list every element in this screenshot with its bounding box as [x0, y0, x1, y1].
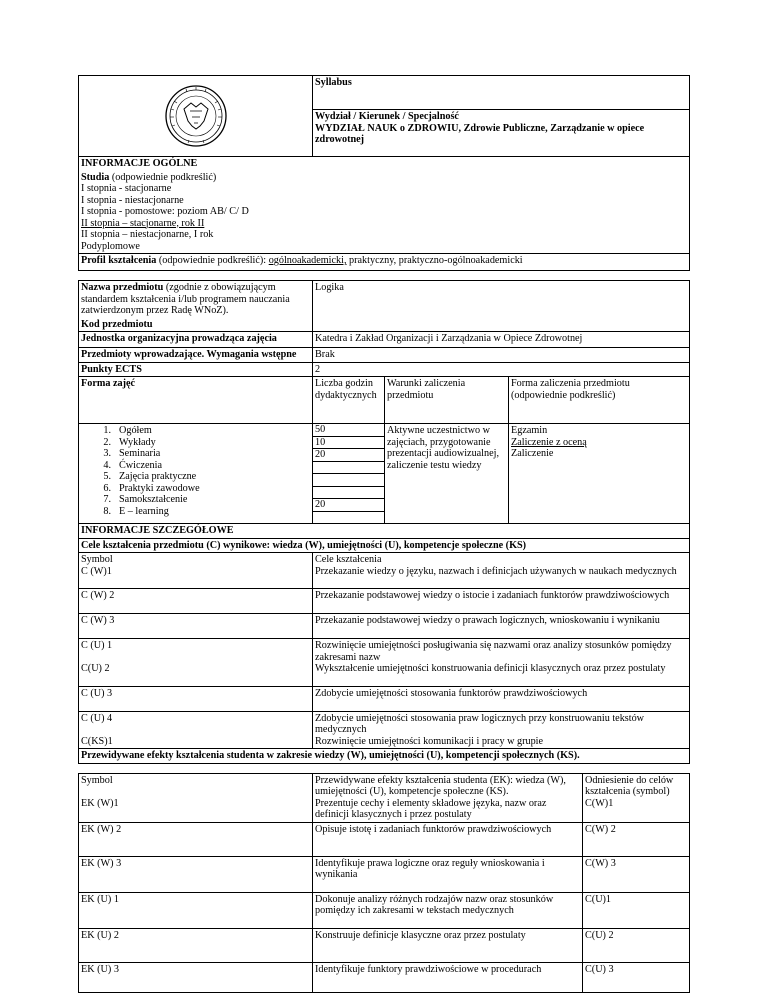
forms-list [81, 425, 310, 517]
effects-table [78, 773, 690, 993]
assessment-header: Forma zaliczenia przedmiotu (odpowiednie podkreślić) [509, 377, 690, 424]
effect-symbol: EK (U) 3 [79, 962, 313, 992]
goal-symbol: C (U) 1 [81, 640, 113, 651]
ects-value: 2 [313, 362, 690, 377]
goal-symbol-pair-cell [79, 639, 313, 687]
assessment-option-pass: Zaliczenie [511, 448, 554, 459]
studia-cell [79, 171, 690, 254]
effect-symbol: EK (W) 2 [79, 822, 313, 856]
subject-name-note: (zgodnie z obowiązującym standardem kształcenia i/lub programem nauczania zatwierdzonym przez Radę WNoZ). [81, 282, 290, 316]
faculty-value: WYDZIAŁ NAUK o ZDROWIU, Zdrowie Publiczne, Zarządzanie w opiece zdrowotnej [315, 122, 645, 146]
document-title: Syllabus [313, 76, 690, 110]
studia-option-6: Podyplomowe [81, 240, 140, 252]
goal-text: Zdobycie umiejętności stosowania funktorów prawdziwościowych [313, 686, 690, 711]
studia-option-4: II stopnia – stacjonarne, rok II [81, 217, 205, 229]
form-item: 6. Praktyki zawodowe [103, 482, 200, 494]
goals-col-symbol-cell [79, 553, 313, 589]
prereq-value: Brak [313, 348, 690, 363]
faculty-cell [313, 110, 690, 157]
conditions-header: Warunki zaliczenia przedmiotu [385, 377, 509, 424]
hours-exercises [313, 462, 384, 475]
effect-text: Konstruuje definicje klasyczne oraz przez postulaty [313, 928, 583, 962]
goal-symbol-pair-cell [79, 711, 313, 749]
syllabus-document [78, 75, 690, 993]
effects-ref-cell [583, 773, 690, 822]
form-item: 2. Wykłady [103, 436, 156, 448]
goal-text-pair-cell [313, 711, 690, 749]
goal-text: Zdobycie umiejętności stosowania praw logicznych przy konstruowaniu tekstów medycznych [315, 712, 645, 735]
unit-label: Jednostka organizacyjna prowadząca zajęcia [79, 332, 313, 348]
hours-column [313, 424, 385, 524]
goal-text: Przekazanie podstawowej wiedzy o prawach logicznych, wnioskowaniu i wynikaniu [313, 614, 690, 639]
hours-total: 50 [313, 424, 384, 437]
effect-text: Opisuje istotę i zadaniach funktorów prawdziwościowych [313, 822, 583, 856]
effect-symbol: EK (W)1 [81, 797, 119, 809]
effect-text: Identyfikuje funktory prawdziwościowe w procedurach [313, 962, 583, 992]
hours-practical [313, 474, 384, 487]
goal-text: Przekazanie podstawowej wiedzy o istocie i zadaniach funktorów prawdziwościowych [313, 589, 690, 614]
goal-text: Wykształcenie umiejętności konstruowania definicji klasycznych oraz przez postulaty [315, 663, 666, 674]
hours-internship [313, 487, 384, 500]
studia-option-2: I stopnia - niestacjonarne [81, 194, 184, 206]
effects-text-cell [313, 773, 583, 822]
effects-heading: Przewidywane efekty kształcenia studenta w zakresie wiedzy (W), umiejętności (U), kompetencji społecznych (KS). [79, 749, 690, 764]
effects-symbol-cell [79, 773, 313, 822]
form-item: 1. Ogółem [103, 425, 152, 436]
prereq-label: Przedmioty wprowadzające. Wymagania wstępne [79, 348, 313, 363]
studia-label: Studia [81, 171, 110, 183]
unit-value: Katedra i Zakład Organizacji i Zarządzania w Opiece Zdrowotnej [313, 332, 690, 348]
goal-symbol: C (W) 2 [79, 589, 313, 614]
goal-text: Przekazanie wiedzy o języku, nazwach i definicjach używanych w naukach medycznych [315, 565, 677, 577]
studia-note: (odpowiednie podkreślić) [109, 171, 217, 183]
effect-text: Identyfikuje prawa logiczne oraz reguły wnioskowania i wynikania [313, 856, 583, 892]
assessment-option-graded: Zaliczenie z oceną [511, 436, 587, 448]
goal-symbol: C(KS)1 [81, 735, 113, 747]
profil-label: Profil kształcenia [81, 255, 157, 266]
goals-col-goal: Cele kształcenia [315, 554, 382, 565]
detailed-heading: INFORMACJE SZCZEGÓŁOWE [79, 524, 690, 539]
profil-cell [79, 254, 690, 271]
goal-text: Rozwinięcie umiejętności komunikacji i pracy w grupie [315, 735, 544, 747]
goal-symbol: C(U) 2 [81, 663, 110, 674]
effects-col-ref: Odniesienie do celów kształcenia (symbol) [585, 774, 674, 797]
effect-ref: C(W) 3 [583, 856, 690, 892]
hours-selfstudy: 20 [313, 499, 384, 512]
goals-col-symbol: Symbol [81, 554, 113, 565]
header-table [78, 75, 690, 157]
effect-ref: C(U) 2 [583, 928, 690, 962]
goal-symbol: C (U) 4 [81, 712, 113, 724]
form-item: 7. Samokształcenie [103, 494, 188, 505]
effects-col-symbol: Symbol [81, 774, 113, 786]
goal-symbol: C (W) 3 [79, 614, 313, 639]
effect-ref: C(W) 2 [583, 822, 690, 856]
forms-list-cell [79, 424, 313, 524]
studia-option-1: I stopnia - stacjonarne [81, 183, 172, 194]
effect-ref: C(U)1 [583, 892, 690, 928]
ects-label: Punkty ECTS [79, 362, 313, 377]
effect-symbol: EK (W) 3 [79, 856, 313, 892]
studia-option-5: II stopnia – niestacjonarne, I rok [81, 229, 214, 240]
effect-symbol: EK (U) 2 [79, 928, 313, 962]
profil-rest: praktyczny, praktyczno-ogólnoakademicki [346, 255, 523, 266]
subject-name-label: Nazwa przedmiotu [81, 282, 164, 293]
profil-note: (odpowiednie podkreślić): [156, 255, 269, 266]
subject-code-label: Kod przedmiotu [79, 318, 313, 332]
hours-elearning [313, 512, 384, 524]
general-info-table [78, 156, 690, 271]
goal-symbol: C (U) 3 [79, 686, 313, 711]
goal-symbol: C (W)1 [81, 565, 112, 577]
effects-col-effect: Przewidywane efekty kształcenia studenta (EK): wiedza (W), umiejętności (U), kompetencje społeczne (KS). [315, 774, 566, 797]
effect-ref: C(U) 3 [583, 962, 690, 992]
hours-seminars: 20 [313, 449, 384, 462]
effect-text: Prezentuje cechy i elementy składowe języka, nazw oraz definicji klasycznych i przez postulaty [315, 797, 547, 820]
subject-table [78, 280, 690, 524]
goal-text-pair-cell [313, 639, 690, 687]
conditions-value: Aktywne uczestnictwo w zajęciach, przygotowanie prezentacji audiowizualnej, zaliczenie testu wiedzy [385, 424, 509, 524]
assessment-option-exam: Egzamin [511, 425, 548, 436]
goals-col-goal-cell [313, 553, 690, 589]
university-seal-icon [146, 81, 246, 151]
profil-selected: ogólnoakademicki, [268, 255, 347, 266]
subject-name-value: Logika [313, 281, 690, 332]
form-item: 8. E – learning [103, 505, 169, 517]
goals-heading: Cele kształcenia przedmiotu (C) wynikowe: wiedza (W), umiejętności (U), kompetencje społeczne (KS) [79, 538, 690, 553]
form-item: 3. Seminaria [103, 448, 161, 459]
general-heading: INFORMACJE OGÓLNE [79, 157, 690, 171]
forma-cell [79, 377, 313, 424]
hours-header: Liczba godzin dydaktycznych [313, 377, 385, 424]
effect-ref: C(W)1 [585, 797, 614, 809]
form-item: 4. Ćwiczenia [103, 459, 162, 471]
logo-cell [79, 76, 313, 157]
goal-text: Rozwinięcie umiejętności posługiwania się nazwami oraz analizy stosunków pomiędzy zakresami nazw [315, 640, 672, 663]
goals-table [78, 523, 690, 764]
subject-name-cell [79, 281, 313, 318]
effect-symbol: EK (U) 1 [79, 892, 313, 928]
effect-text: Dokonuje analizy różnych rodzajów nazw oraz stosunków pomiędzy ich zakresami w tekstach medycznych [313, 892, 583, 928]
hours-lectures: 10 [313, 437, 384, 450]
form-item: 5. Zajęcia praktyczne [103, 471, 197, 482]
studia-option-3: I stopnia - pomostowe: poziom AB/ C/ D [81, 206, 249, 217]
faculty-label: Wydział / Kierunek / Specjalność [315, 111, 459, 123]
forma-label: Forma zajęć [81, 378, 136, 389]
assessment-options-cell [509, 424, 690, 524]
